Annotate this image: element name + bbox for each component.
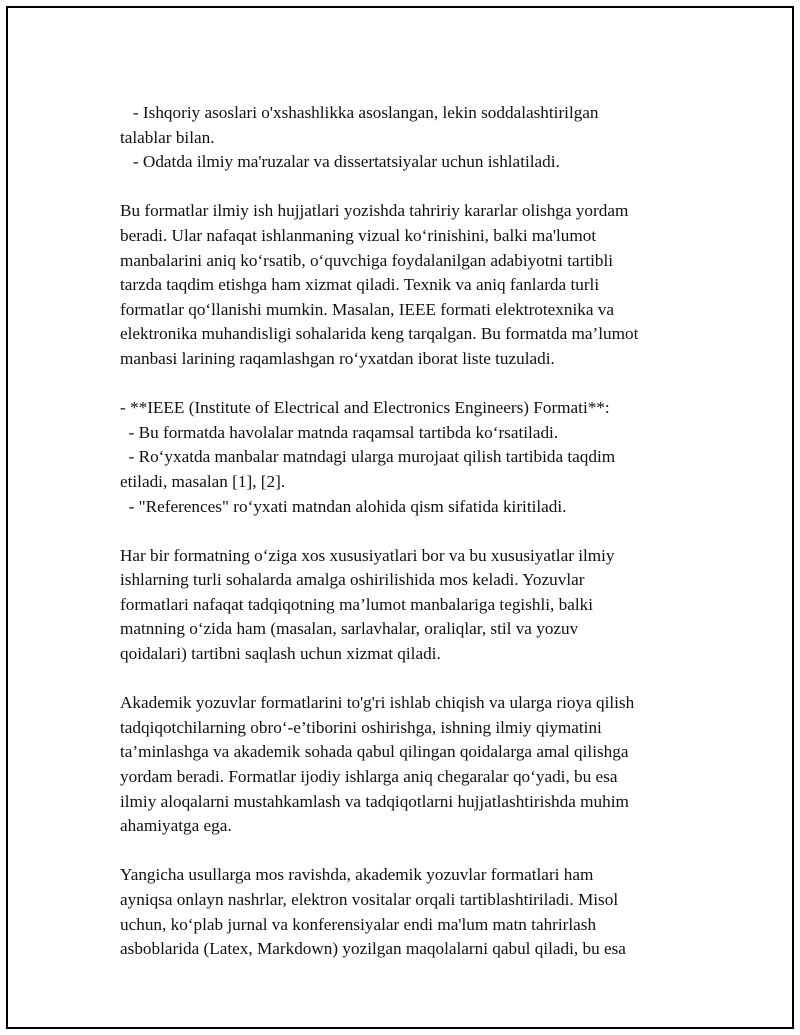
- list-line: talablar bilan.: [120, 127, 215, 147]
- text-line: asboblarida (Latex, Markdown) yozilgan maqolalarni qabul qiladi, bu esa: [120, 939, 626, 959]
- list-line: - Odatda ilmiy ma'ruzalar va dissertatsiyalar uchun ishlatiladi.: [120, 152, 560, 172]
- text-line: qoidalari) tartibni saqlash uchun xizmat qiladi.: [120, 644, 441, 664]
- text-line: manbalarini aniq ko‘rsatib, o‘quvchiga foydalanilgan adabiyotni tartibli: [120, 250, 614, 270]
- list-line: etiladi, masalan [1], [2].: [120, 471, 286, 491]
- paragraph-spacer: [120, 175, 685, 200]
- text-line: tarzda taqdim etishga ham xizmat qiladi. Texnik va aniq fanlarda turli: [120, 275, 600, 295]
- text-line: Akademik yozuvlar formatlarini to'g'ri ishlab chiqish va ularga rioya qilish: [120, 693, 635, 713]
- text-line: Bu formatlar ilmiy ish hujjatlari yozishda tahririy kararlar olishga yordam: [120, 201, 629, 221]
- paragraph-spacer: [120, 519, 685, 544]
- paragraph: [120, 199, 685, 371]
- paragraph-spacer: [120, 839, 685, 864]
- list-line: - "References" ro‘yxati matndan alohida qism sifatida kiritiladi.: [120, 496, 567, 516]
- text-line: formatlar qo‘llanishi mumkin. Masalan, IEEE formati elektrotexnika va: [120, 299, 614, 319]
- paragraph-spacer: [120, 667, 685, 692]
- text-line: ishlarning turli sohalarda amalga oshirilishida mos keladi. Yozuvlar: [120, 570, 585, 590]
- list-block: [120, 101, 685, 175]
- text-line: tadqiqotchilarning obro‘-e’tiborini oshirishga, ishning ilmiy qiymatini: [120, 717, 602, 737]
- text-line: ayniqsa onlayn nashrlar, elektron vositalar orqali tartiblashtiriladi. Misol: [120, 890, 619, 909]
- text-line: ilmiy aloqalarni mustahkamlash va tadqiqotlarni hujjatlashtirishda muhim: [120, 791, 629, 811]
- text-line: beradi. Ular nafaqat ishlanmaning vizual ko‘rinishini, balki ma'lumot: [120, 225, 597, 245]
- text-line: manbasi larining raqamlashgan ro‘yxatdan iborat liste tuzuladi.: [120, 348, 555, 368]
- list-line: - **IEEE (Institute of Electrical and Electronics Engineers) Formati**:: [120, 398, 610, 418]
- text-line: Yangicha usullarga mos ravishda, akademik yozuvlar formatlari ham: [120, 865, 594, 885]
- paragraph: [120, 691, 685, 839]
- page-frame: [6, 6, 794, 1029]
- text-line: matnning o‘zida ham (masalan, sarlavhalar, oraliqlar, stil va yozuv: [120, 619, 579, 639]
- text-line: uchun, ko‘plab jurnal va konferensiyalar endi ma'lum matn tahrirlash: [120, 914, 597, 934]
- document-body: [120, 101, 685, 962]
- list-block: [120, 396, 685, 519]
- paragraph-spacer: [120, 372, 685, 397]
- text-line: yordam beradi. Formatlar ijodiy ishlarga aniq chegaralar qo‘yadi, bu esa: [120, 767, 618, 787]
- list-line: - Ro‘yxatda manbalar matndagi ularga murojaat qilish tartibida taqdim: [120, 447, 616, 467]
- text-line: ta’minlashga va akademik sohada qabul qilingan qoidalarga amal qilishga: [120, 742, 629, 762]
- paragraph: [120, 544, 685, 667]
- text-line: ahamiyatga ega.: [120, 816, 232, 836]
- text-line: formatlari nafaqat tadqiqotning ma’lumot manbalariga tegishli, balki: [120, 594, 593, 614]
- text-line: elektronika muhandisligi sohalarida keng tarqalgan. Bu formatda ma’lumot: [120, 324, 639, 344]
- text-line: Har bir formatning o‘ziga xos xususiyatlari bor va bu xususiyatlar ilmiy: [120, 545, 615, 565]
- paragraph: [120, 863, 685, 961]
- list-line: - Bu formatda havolalar matnda raqamsal tartibda ko‘rsatiladi.: [120, 422, 559, 442]
- list-line: - Ishqoriy asoslari o'xshashlikka asoslangan, lekin soddalashtirilgan: [120, 103, 599, 122]
